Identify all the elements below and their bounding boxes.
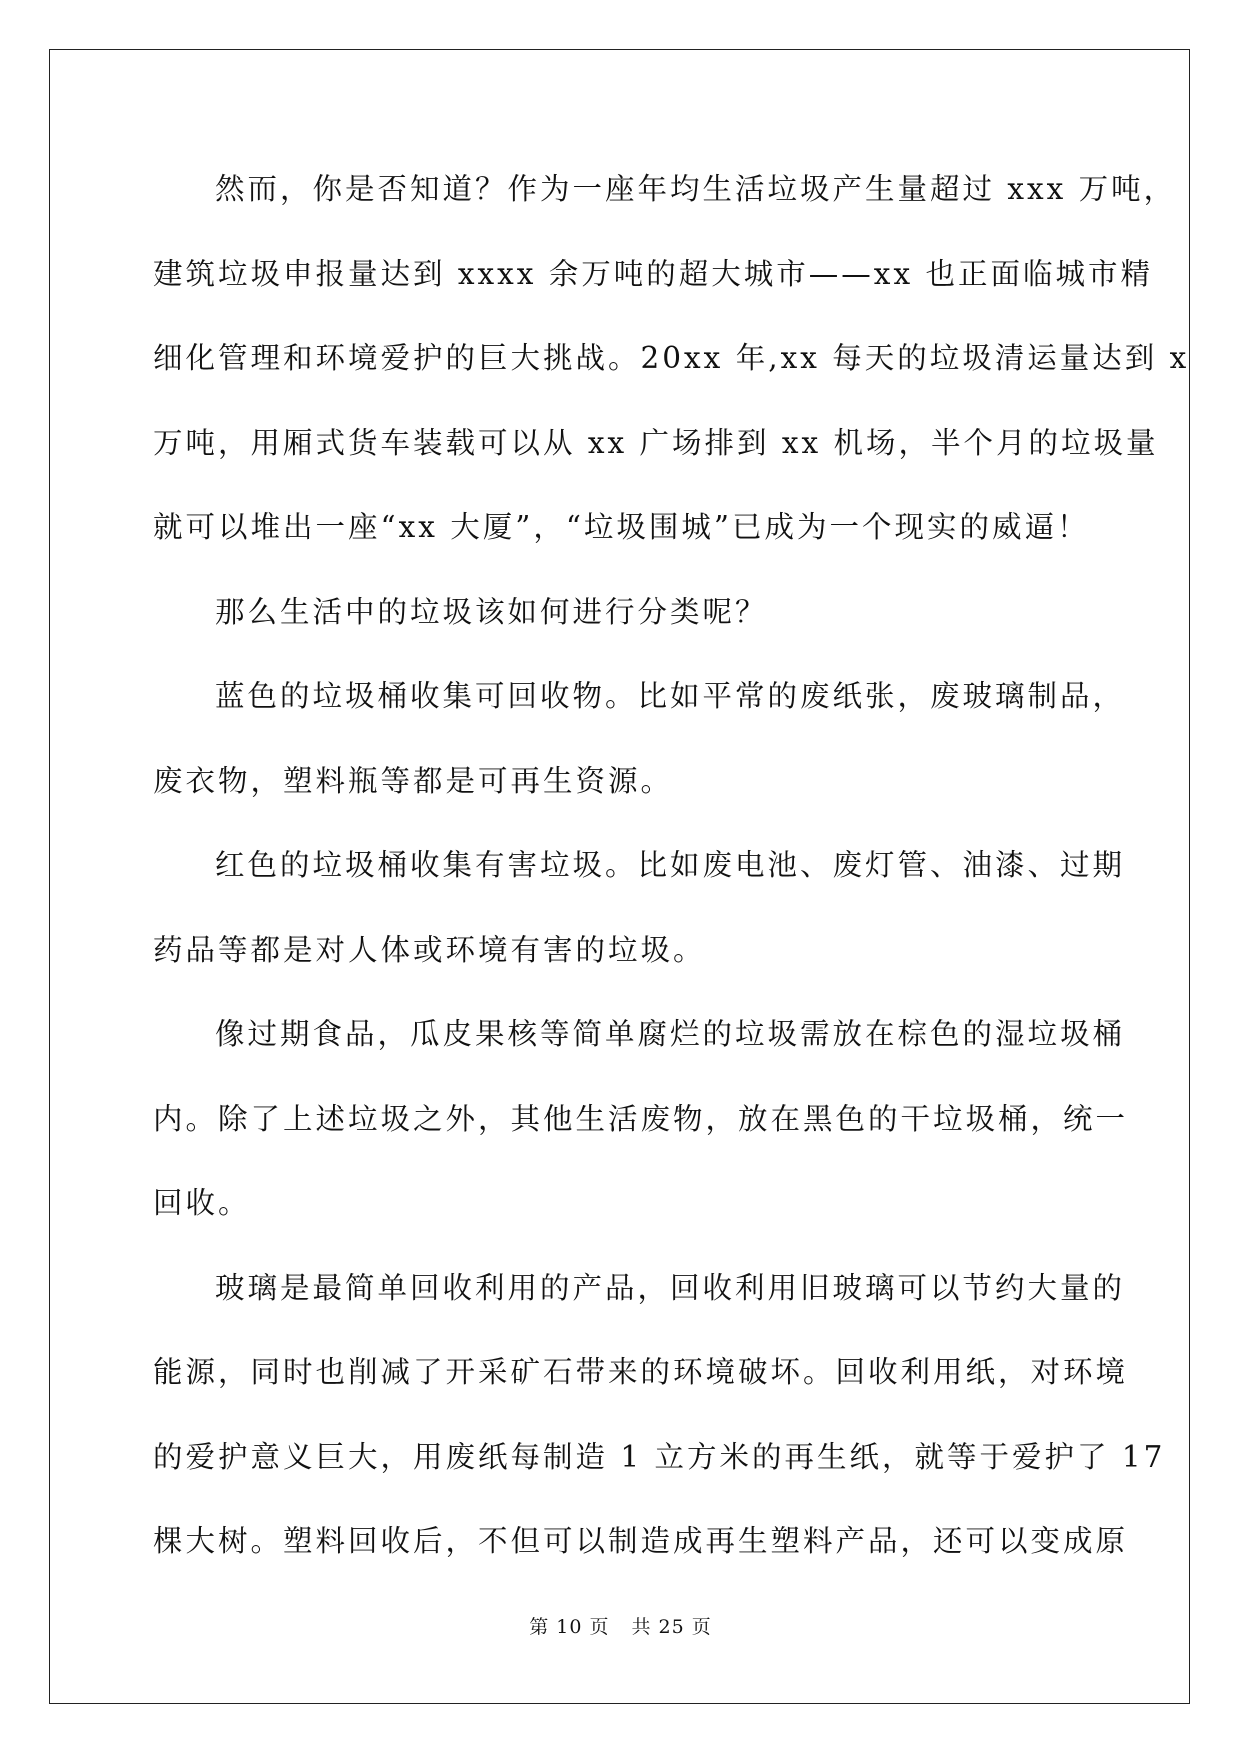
page-number: 第 10 页 <box>529 1616 610 1638</box>
text-line: 能源，同时也削减了开采矿石带来的环境破坏。回收利用纸，对环境 <box>153 1355 1129 1389</box>
text-line: 万吨，用厢式货车装载可以从 xx 广场排到 xx 机场，半个月的垃圾量 <box>153 425 1159 460</box>
text-line: 蓝色的垃圾桶收集可回收物。比如平常的废纸张，废玻璃制品， <box>215 679 1126 713</box>
text-line: 回收。 <box>153 1186 251 1220</box>
text-line: 的爱护意义巨大，用废纸每制造 1 立方米的再生纸，就等于爱护了 17 <box>153 1439 1166 1474</box>
text-line: 那么生活中的垃圾该如何进行分类呢？ <box>215 594 768 629</box>
text-line: 建筑垃圾申报量达到 xxxx 余万吨的超大城市——xx 也正面临城市精 <box>153 256 1153 291</box>
text-line: 细化管理和环境爱护的巨大挑战。20xx 年,xx 每天的垃圾清运量达到 x <box>153 341 1190 375</box>
text-line: 玻璃是最简单回收利用的产品，回收利用旧玻璃可以节约大量的 <box>215 1270 1126 1305</box>
text-line: 红色的垃圾桶收集有害垃圾。比如废电池、废灯管、油漆、过期 <box>215 848 1126 882</box>
paragraph <box>153 1246 1166 1584</box>
text-line: 就可以堆出一座“xx 大厦”，“垃圾围城”已成为一个现实的威逼！ <box>153 510 1090 544</box>
text-line: 废衣物，塑料瓶等都是可再生资源。 <box>153 763 674 798</box>
paragraph <box>153 147 1190 570</box>
text-line: 内。除了上述垃圾之外，其他生活废物，放在黑色的干垃圾桶，统一 <box>153 1101 1129 1136</box>
page-footer <box>0 1612 1241 1639</box>
paragraph <box>153 992 1129 1246</box>
paragraph <box>153 570 1093 655</box>
text-line: 像过期食品，瓜皮果核等简单腐烂的垃圾需放在棕色的湿垃圾桶 <box>215 1017 1126 1051</box>
text-line: 然而，你是否知道？作为一座年均生活垃圾产生量超过 xxx 万吨， <box>215 172 1177 206</box>
page-total: 共 25 页 <box>631 1616 712 1638</box>
paragraph <box>153 823 1126 992</box>
text-line: 药品等都是对人体或环境有害的垃圾。 <box>153 932 706 967</box>
paragraph <box>153 654 1126 823</box>
document-body <box>153 147 1190 1584</box>
text-line: 棵大树。塑料回收后，不但可以制造成再生塑料产品，还可以变成原 <box>153 1524 1129 1558</box>
